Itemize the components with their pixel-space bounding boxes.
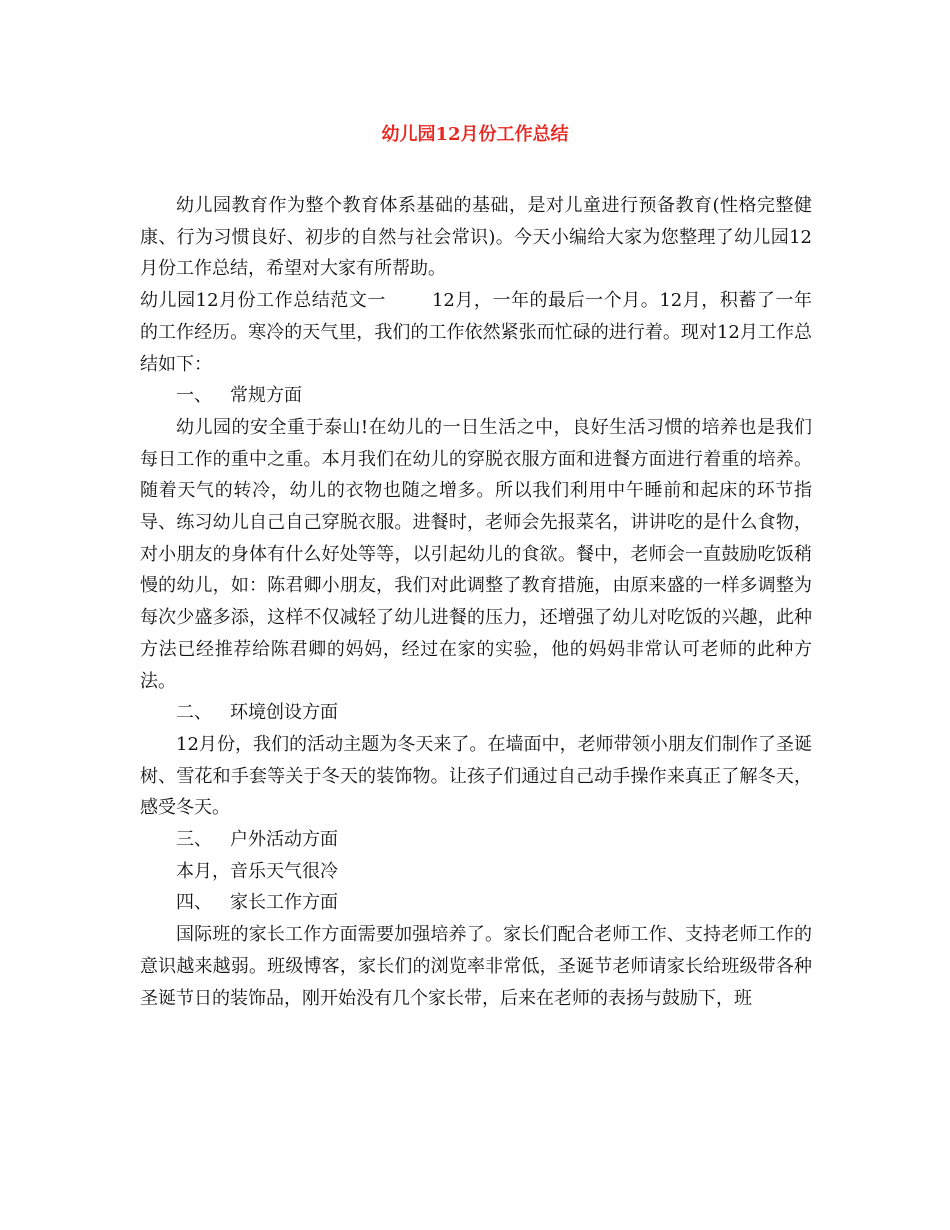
sample-label: 幼儿园12月份工作总结范文一	[140, 290, 386, 312]
section-heading-text: 环境创设方面	[230, 702, 338, 724]
document-body	[140, 190, 812, 1014]
section-paragraph-outdoor: 本月，音乐天气很冷	[176, 860, 338, 882]
section-paragraph-routine: 幼儿园的安全重于泰山!在幼儿的一日生活之中，良好生活习惯的培养也是我们每日工作的重中之重。本月我们在幼儿的穿脱衣服方面和进餐方面进行着重的培养。随着天气的转冷，幼儿的衣物也随之增多。所以我们利用中午睡前和起床的环节指导、练习幼儿自己自己穿脱衣服。进餐时，老师会先报菜名，讲讲吃的是什么食物，对小朋友的身体有什么好处等等，以引起幼儿的食欲。餐中，老师会一直鼓励吃饭稍慢的幼儿，如：陈君卿小朋友，我们对此调整了教育措施，由原来盛的一样多调整为每次少盛多添，这样不仅减轻了幼儿进餐的压力，还增强了幼儿对吃饭的兴趣，此种方法已经推荐给陈君卿的妈妈，经过在家的实验，他的妈妈非常认可老师的此种方法。	[140, 416, 812, 692]
section-heading-parents	[140, 887, 812, 919]
document-title: 幼儿园12月份工作总结	[381, 124, 569, 145]
section-paragraph-parents: 国际班的家长工作方面需要加强培养了。家长们配合老师工作、支持老师工作的意识越来越弱。班级博客，家长们的浏览率非常低，圣诞节老师请家长给班级带各种圣诞节日的装饰品，刚开始没有几个家长带，后来在老师的表扬与鼓励下，班	[140, 924, 812, 1009]
sample-opening-paragraph	[140, 285, 812, 380]
section-heading-text: 户外活动方面	[230, 829, 338, 851]
section-number: 二、	[176, 702, 212, 724]
section-paragraph-environment: 12月份，我们的活动主题为冬天来了。在墙面中，老师带领小朋友们制作了圣诞树、雪花和手套等关于冬天的装饰物。让孩子们通过自己动手操作来真正了解冬天，感受冬天。	[140, 733, 812, 819]
intro-paragraph: 幼儿园教育作为整个教育体系基础的基础，是对儿童进行预备教育(性格完整健康、行为习惯良好、初步的自然与社会常识)。今天小编给大家为您整理了幼儿园12月份工作总结，希望对大家有所帮助。	[140, 195, 812, 280]
section-number: 三、	[176, 829, 212, 851]
section-number: 四、	[176, 892, 212, 914]
section-heading-outdoor	[140, 824, 812, 856]
section-heading-text: 常规方面	[230, 385, 302, 407]
section-heading-routine	[140, 380, 812, 412]
sample-opening-text: 12月，一年的最后一个月。12月，积蓄了一年的工作经历。寒冷的天气里，我们的工作依然紧张而忙碌的进行着。现对12月工作总结如下：	[140, 290, 813, 375]
section-heading-text: 家长工作方面	[230, 892, 338, 914]
section-heading-environment	[140, 697, 812, 729]
section-number: 一、	[176, 385, 212, 407]
